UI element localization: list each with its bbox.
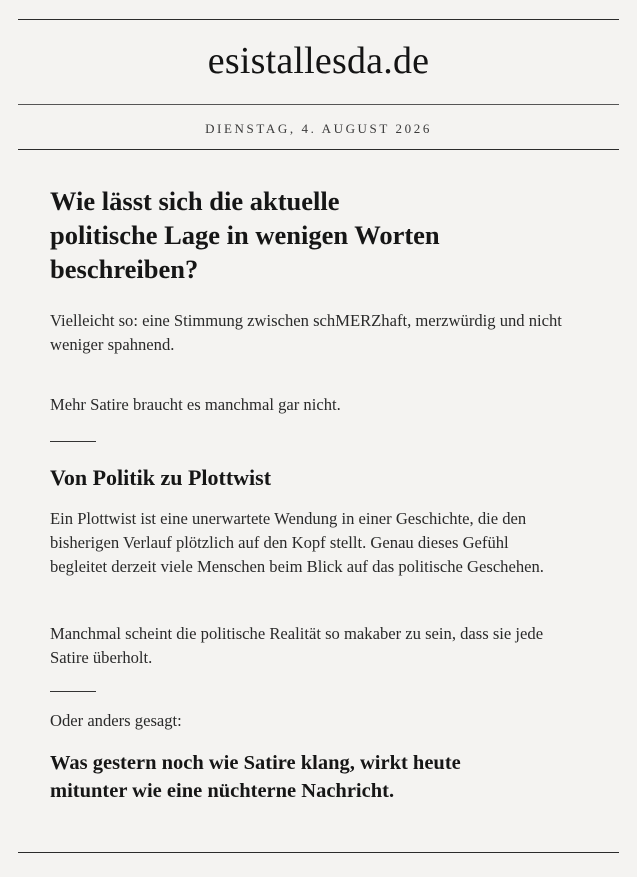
masthead-rule	[18, 104, 619, 105]
paragraph-satire: Mehr Satire braucht es manchmal gar nicht.	[50, 395, 341, 414]
section-heading: Von Politik zu Plottwist	[50, 465, 272, 490]
conclusion-statement: Was gestern noch wie Satire klang, wirkt heute mitunter wie eine nüchterne Nachricht.	[50, 752, 461, 802]
dateline: DIENSTAG, 4. AUGUST 2026	[205, 121, 432, 136]
paragraph-plottwist: Ein Plottwist ist eine unerwartete Wendung in einer Geschichte, die den bisherigen Verlauf plötzlich auf den Kopf stellt. Genau dieses Gefühl begleitet derzeit viele Menschen beim Blick auf das politische Geschehen.	[50, 509, 544, 576]
site-title[interactable]: esistallesda.de	[207, 40, 430, 82]
paragraph-stimmung: Vielleicht so: eine Stimmung zwischen schMERZhaft, merzwürdig und nicht weniger spahnend.	[50, 311, 562, 354]
paragraph-anders-gesagt: Oder anders gesagt:	[50, 711, 182, 730]
bottom-rule	[18, 852, 619, 853]
top-rule	[18, 19, 619, 20]
section-divider	[50, 691, 96, 692]
article-headline: Wie lässt sich die aktuelle politische Lage in wenigen Worten beschreiben?	[50, 186, 440, 284]
paragraph-realitaet: Manchmal scheint die politische Realität so makaber zu sein, dass sie jede Satire überholt.	[50, 624, 544, 667]
dateline-rule	[18, 149, 619, 150]
section-divider	[50, 441, 96, 442]
